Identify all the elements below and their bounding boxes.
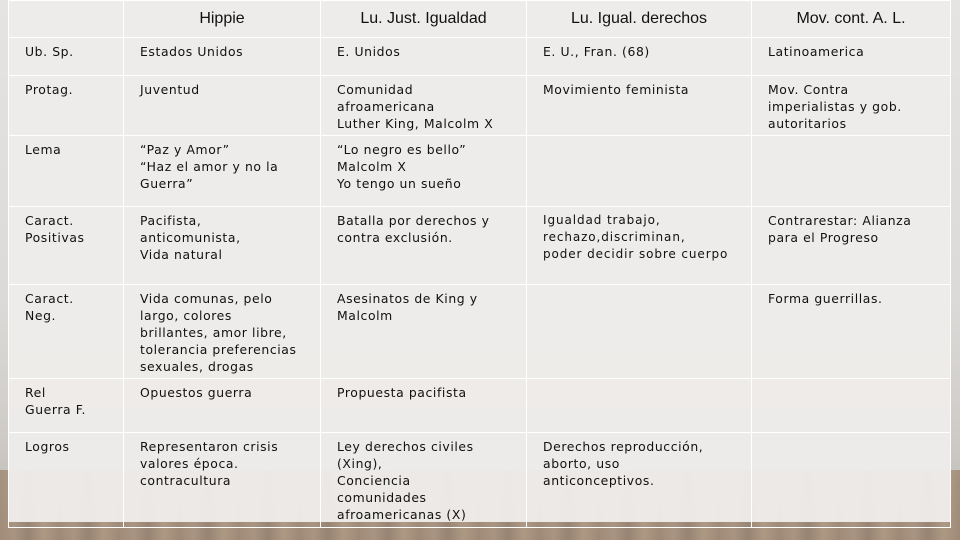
header-lu-just-igualdad: Lu. Just. Igualdad xyxy=(321,1,527,38)
table-cell: Juventud xyxy=(124,76,321,136)
table-cell xyxy=(752,136,951,207)
comparison-table xyxy=(8,0,951,528)
row-label: Logros xyxy=(9,433,124,528)
table-row xyxy=(9,76,951,136)
table-cell: Latinoamerica xyxy=(752,38,951,76)
table-cell: Forma guerrillas. xyxy=(752,285,951,379)
table-cell: Contrarestar: Alianza para el Progreso xyxy=(752,207,951,285)
row-label: Ub. Sp. xyxy=(9,38,124,76)
table-cell: Propuesta pacifista xyxy=(321,379,527,433)
table-row xyxy=(9,285,951,379)
table-cell: Derechos reproducción, aborto, uso anticonceptivos. xyxy=(527,433,752,528)
header-empty xyxy=(9,1,124,38)
table-cell: E. Unidos xyxy=(321,38,527,76)
table-cell: Vida comunas, pelo largo, colores brillantes, amor libre, tolerancia preferencias sexuales, drogas xyxy=(124,285,321,379)
table-cell xyxy=(752,433,951,528)
table-cell: Comunidad afroamericana Luther King, Malcolm X xyxy=(321,76,527,136)
header-mov-cont-al: Mov. cont. A. L. xyxy=(752,1,951,38)
table-cell: Asesinatos de King y Malcolm xyxy=(321,285,527,379)
row-label: Lema xyxy=(9,136,124,207)
table-cell: Ley derechos civiles (Xing), Conciencia comunidades afroamericanas (X) xyxy=(321,433,527,528)
table-cell xyxy=(527,136,752,207)
header-lu-igual-derechos: Lu. Igual. derechos xyxy=(527,1,752,38)
table-cell: “Paz y Amor” “Haz el amor y no la Guerra” xyxy=(124,136,321,207)
table-cell: Mov. Contra imperialistas y gob. autoritarios xyxy=(752,76,951,136)
table-cell: Estados Unidos xyxy=(124,38,321,76)
row-label: Caract. Neg. xyxy=(9,285,124,379)
table-cell: E. U., Fran. (68) xyxy=(527,38,752,76)
table-cell: Movimiento feminista xyxy=(527,76,752,136)
table-row xyxy=(9,379,951,433)
table-row xyxy=(9,207,951,285)
header-row xyxy=(9,1,951,38)
table-cell: Representaron crisis valores época. contracultura xyxy=(124,433,321,528)
header-hippie: Hippie xyxy=(124,1,321,38)
table-row xyxy=(9,433,951,528)
row-label: Caract. Positivas xyxy=(9,207,124,285)
row-label: Rel Guerra F. xyxy=(9,379,124,433)
table-cell xyxy=(527,379,752,433)
table-cell: Pacifista, anticomunista, Vida natural xyxy=(124,207,321,285)
table-cell: “Lo negro es bello” Malcolm X Yo tengo un sueño xyxy=(321,136,527,207)
table-row xyxy=(9,136,951,207)
table-cell: Opuestos guerra xyxy=(124,379,321,433)
table-row xyxy=(9,38,951,76)
table-cell: Batalla por derechos y contra exclusión. xyxy=(321,207,527,285)
row-label: Protag. xyxy=(9,76,124,136)
table-cell xyxy=(752,379,951,433)
table-cell: Igualdad trabajo, rechazo,discriminan, poder decidir sobre cuerpo xyxy=(527,207,752,285)
table-cell xyxy=(527,285,752,379)
